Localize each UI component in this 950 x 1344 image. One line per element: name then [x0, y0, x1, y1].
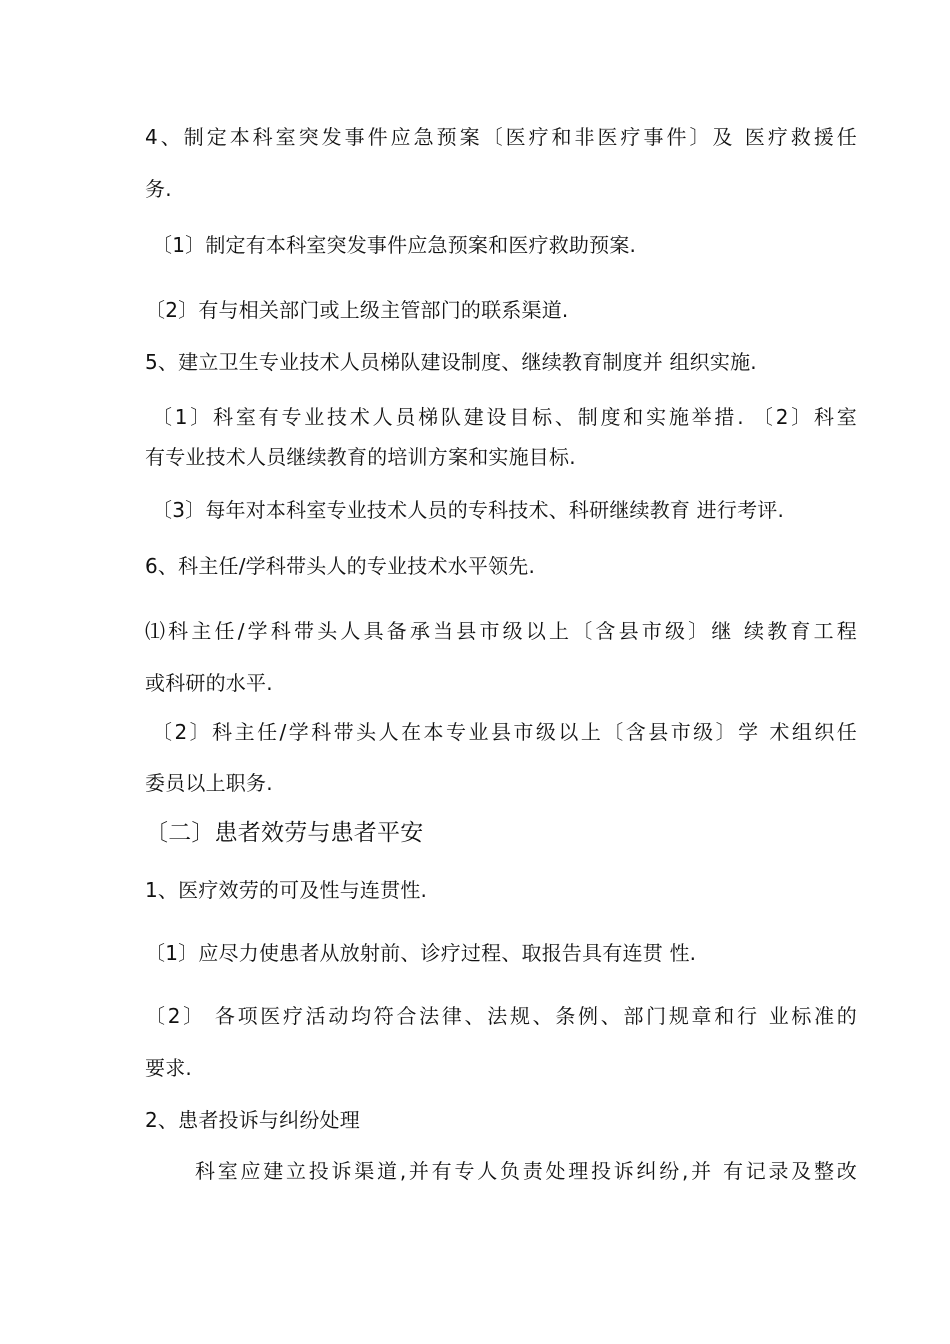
text-line: 〔3〕每年对本科室专业技术人员的专科技术、科研继续教育 进行考评. [152, 498, 785, 522]
text-line: 委员以上职务. [145, 771, 273, 795]
text-line: 或科研的水平. [145, 671, 273, 695]
text-line: 〔1〕制定有本科室突发事件应急预案和医疗救助预案. [152, 233, 637, 257]
text-line: 〔2〕有与相关部门或上级主管部门的联系渠道. [145, 298, 569, 322]
section-heading: 〔二〕患者效劳与患者平安 [145, 820, 424, 846]
text-line: 2、患者投诉与纠纷处理 [145, 1108, 360, 1132]
text-line: 〔2〕科主任/学科带头人在本专业县市级以上〔含县市级〕学 术组织任 [152, 720, 857, 744]
text-line: 科室应建立投诉渠道,并有专人负责处理投诉纠纷,并 有记录及整改 [195, 1159, 857, 1183]
text-line: 6、科主任/学科带头人的专业技术水平领先. [145, 554, 536, 578]
text-line: 〔1〕应尽力使患者从放射前、诊疗过程、取报告具有连贯 性. [145, 941, 697, 965]
text-line: 〔2〕 各项医疗活动均符合法律、法规、条例、部门规章和行 业标准的 [145, 1004, 857, 1028]
text-line: 要求. [145, 1056, 192, 1080]
text-line: 有专业技术人员继续教育的培训方案和实施目标. [145, 445, 576, 469]
text-line: ⑴科主任/学科带头人具备承当县市级以上〔含县市级〕继 续教育工程 [145, 619, 857, 643]
text-line: 5、建立卫生专业技术人员梯队建设制度、继续教育制度并 组织实施. [145, 350, 757, 374]
text-line: 务. [145, 177, 172, 201]
text-line: 1、医疗效劳的可及性与连贯性. [145, 878, 428, 902]
text-line: 4、制定本科室突发事件应急预案〔医疗和非医疗事件〕及 医疗救援任 [145, 125, 857, 149]
text-line: 〔1〕科室有专业技术人员梯队建设目标、制度和实施举措. 〔2〕科室 [152, 405, 857, 429]
